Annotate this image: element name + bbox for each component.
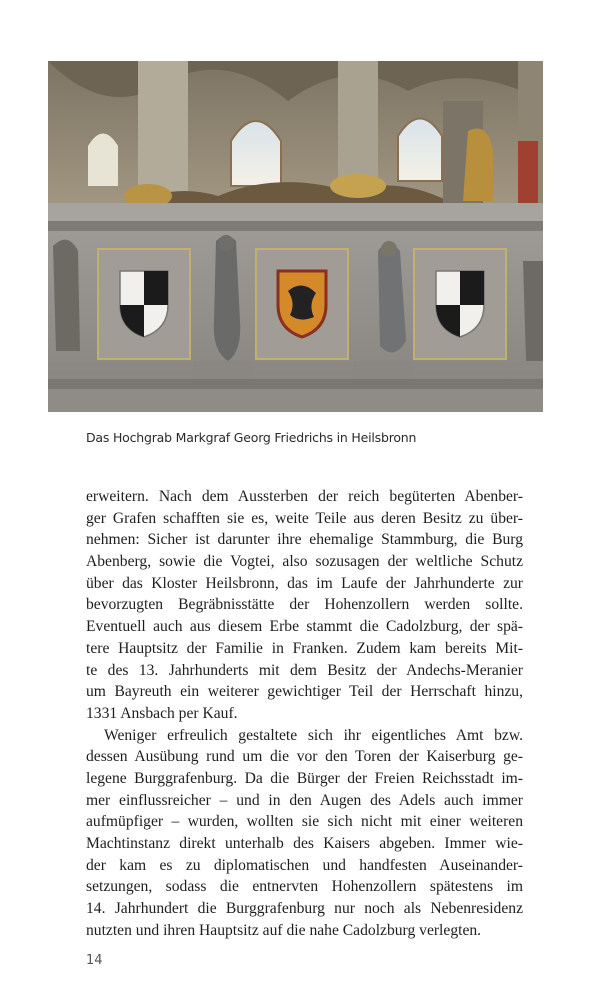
- text-line: ger Grafen schafften sie es, weite Teile aus deren Besitz zu über-: [86, 509, 523, 527]
- text-line: über das Kloster Heilsbronn, das im Laufe der Jahrhunderte zur: [86, 574, 523, 592]
- text-line: Abenberg, sowie die Vogtei, also sozusagen der weltliche Schutz: [86, 553, 523, 571]
- text-line: mer einflussreicher – und in den Augen des Adels auch immer: [86, 791, 523, 809]
- text-line: legene Burggrafenburg. Da die Bürger der Freien Reichsstadt im-: [86, 769, 523, 787]
- text-line: setzungen, sodass die entnervten Hohenzollern spätestens im: [86, 878, 523, 896]
- body-text: [86, 486, 523, 941]
- page-number: 14: [86, 953, 103, 968]
- text-line: nehmen: Sicher ist darunter ihre ehemalige Stammburg, die Burg: [86, 531, 523, 549]
- tomb-photo: [48, 61, 543, 412]
- text-line: 1331 Ansbach per Kauf.: [86, 704, 238, 722]
- text-line: bevorzugten Begräbnisstätte der Hohenzollern werden sollte.: [86, 596, 523, 614]
- text-line: Weniger erfreulich gestaltete sich ihr eigentliches Amt bzw.: [104, 726, 523, 744]
- text-line: tere Hauptsitz der Familie in Franken. Zudem kam bereits Mit-: [86, 639, 523, 657]
- text-line: dessen Ausübung rund um die vor den Toren der Kaiserburg ge-: [86, 748, 523, 766]
- text-line: aufmüpfiger – wurden, wollten sie sich nicht mit einer weiteren: [86, 813, 523, 831]
- photo-caption: Das Hochgrab Markgraf Georg Friedrichs in Heilsbronn: [86, 430, 417, 445]
- text-line: te des 13. Jahrhunderts mit dem Besitz der Andechs-Meranier: [86, 661, 523, 679]
- text-line: der kam es zu diplomatischen und handfesten Auseinander-: [86, 856, 523, 874]
- text-line: 14. Jahrhundert die Burggrafenburg nur noch als Nebenresidenz: [86, 900, 523, 918]
- text-line: nutzten und ihren Hauptsitz auf die nahe Cadolzburg verlegten.: [86, 921, 482, 939]
- paragraph: [86, 725, 523, 942]
- text-line: Eventuell auch aus diesem Erbe stammt die Cadolzburg, der spä-: [86, 618, 523, 636]
- paragraph: [86, 486, 523, 725]
- text-line: Machtinstanz direkt unterhalb des Kaisers abgeben. Immer wie-: [86, 835, 523, 852]
- text-line: um Bayreuth ein weiterer gewichtiger Teil der Herrschaft hinzu,: [86, 683, 523, 701]
- text-line: erweitern. Nach dem Aussterben der reich begüterten Abenber-: [86, 488, 523, 505]
